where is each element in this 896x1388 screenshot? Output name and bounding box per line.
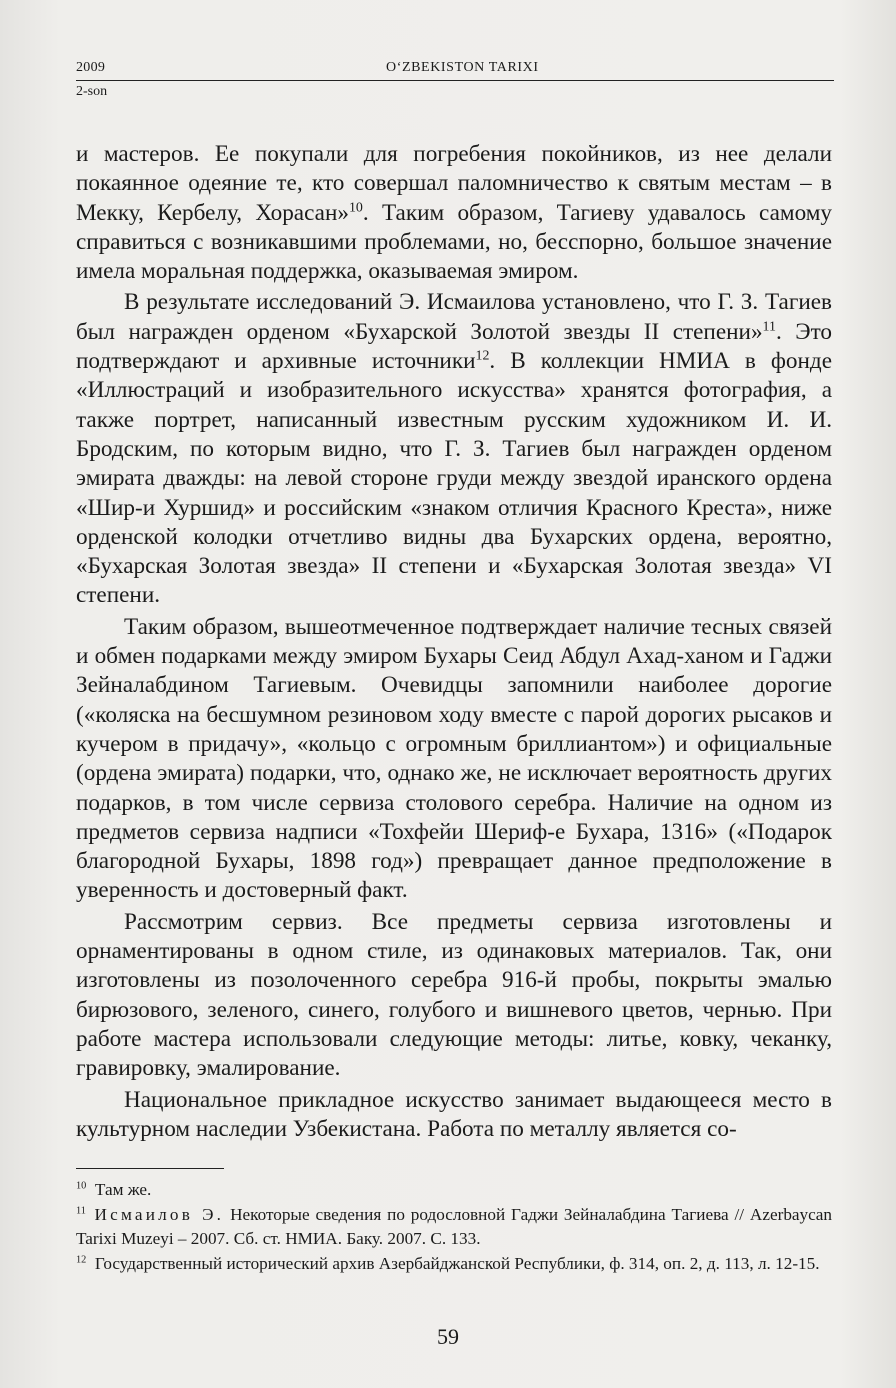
header-year: 2009 (76, 60, 106, 75)
paragraph-text: В результате исследований Э. Исмаилова установлено, что Г. З. Тагиев был награжден орденом «Бухарской Золотой звезды II степени» (76, 289, 832, 345)
footnote-ref[interactable]: 11 (762, 319, 776, 335)
body-paragraph (76, 288, 832, 610)
article-body (76, 140, 832, 1144)
footnote-ref[interactable]: 10 (348, 199, 363, 215)
paragraph-text: Таким образом, вышеотмеченное подтверждает наличие тесных связей и обмен подарками между эмиром Бухары Сеид Абдул Ахад-ханом и Гаджи Зейналабдином Тагиевым. Очевидцы запомнили наиболее дорогие («коляска на бесшумном резиновом ходу вместе с парой дорогих рысаков и кучером в придачу», «кольцо с огромным бриллиантом») и официальные (ордена эмирата) подарки, что, однако же, не исключает вероятность других подарков, в том числе сервиза столового серебра. Наличие на одном из предметов сервиза надписи «Тохфейи Шериф-е Бухара, 1316» («Подарок благородной Бухары, 1898 год») превращает данное предположение в уверенность и достоверный факт. (76, 613, 832, 904)
footnote-ref[interactable]: 12 (475, 348, 490, 364)
header-rule (76, 80, 834, 81)
paragraph-text: . Таким образом, Тагиеву удавалось самому справиться с возникавшими проблемами, но, бесспорно, большое значение имела моральная поддержка, оказываемая эмиром. (76, 199, 832, 285)
footnote-item (76, 1203, 832, 1252)
footnote-separator (76, 1168, 224, 1169)
footnote-text: Некоторые сведения по родословной Гаджи Зейналабдина Тагиева // Azerbaycan Tarixi Muzeyi – 2007. Сб. ст. НМИА. Баку. 2007. С. 133. (76, 1204, 832, 1248)
body-paragraph (76, 613, 832, 906)
footnote-number: 10 (76, 1180, 87, 1192)
footnotes (76, 1178, 832, 1276)
paragraph-text: и мастеров. Ее покупали для погребения покойников, из нее делали покаянное одеяние те, кто совершал паломничество к святым местам – в Мекку, Кербелу, Хорасан» (76, 141, 832, 226)
footnote-author: Исмаилов Э. (94, 1204, 225, 1224)
footnote-number: 12 (76, 1253, 87, 1265)
paragraph-text: . Это подтверждают и архивные источники (76, 318, 832, 375)
body-paragraph (76, 908, 832, 1084)
body-paragraph (76, 1086, 832, 1145)
header-journal-title: O‘ZBEKISTON TARIXI (386, 60, 539, 75)
paragraph-text: . В коллекции НМИА в фонде «Иллюстраций и изобразительного искусства» хранятся фотография, а также портрет, написанный известным русским художником И. И. Бродским, по которым видно, что Г. З. Тагиев был награжден орденом эмирата дважды: на левой стороне груди между звездой иранского ордена «Шир-и Хуршид» и российским «знаком отличия Красного Креста», ниже орденской колодки отчетливо видны два Бухарских ордена, вероятно, «Бухарская Золотая звезда» II степени и «Бухарская Золотая звезда» VI степени. (76, 348, 832, 609)
footnote-number: 11 (76, 1204, 86, 1216)
running-header (76, 58, 834, 100)
body-paragraph (76, 140, 832, 286)
footnote-item (76, 1252, 832, 1277)
footnote-text: Государственный исторический архив Азербайджанской Республики, ф. 314, оп. 2, д. 113, л. 12-15. (94, 1253, 820, 1273)
header-issue: 2-son (76, 84, 108, 99)
page-number: 59 (437, 1324, 459, 1349)
footnote-text: Там же. (94, 1180, 152, 1199)
footnote-item (76, 1178, 832, 1203)
paragraph-text: Рассмотрим сервиз. Все предметы сервиза изготовлены и орнаментированы в одном стиле, из одинаковых материалов. Так, они изготовлены из позолоченного серебра 916-й пробы, покрыты эмалью бирюзового, зеленого, синего, голубого и вишневого цветов, чернью. При работе мастера использовали следующие методы: литье, ковку, чеканку, гравировку, эмалирование. (76, 908, 832, 1082)
paragraph-text: Национальное прикладное искусство занимает выдающееся место в культурном наследии Узбекистана. Работа по металлу является со- (76, 1086, 832, 1142)
